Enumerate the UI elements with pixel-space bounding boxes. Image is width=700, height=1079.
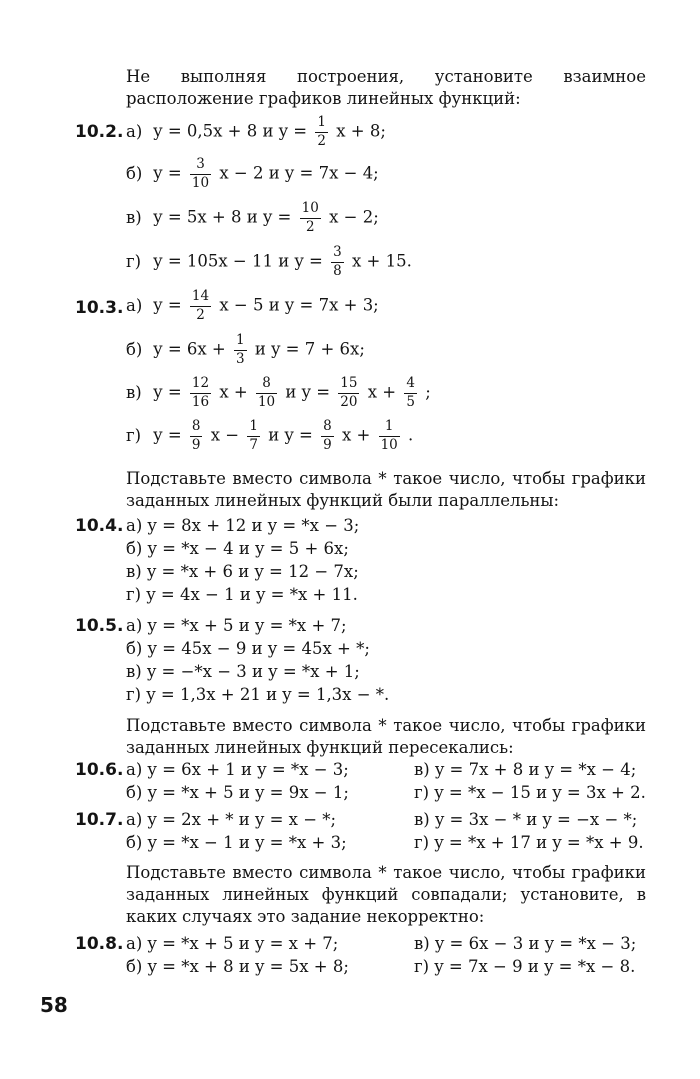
equation: а) y = *x + 5 и y = x + 7; [126, 934, 339, 953]
problem-10-3-b [0, 334, 700, 370]
equation: а) y = 8x + 12 и y = *x − 3; [126, 516, 360, 535]
fraction: $\frac{10}{2}$ [301, 200, 319, 235]
equation: г) y = *x − 15 и y = 3x + 2. [414, 783, 646, 802]
equation: в) y = 7x + 8 и y = *x − 4; [414, 760, 637, 779]
equation: а) y = 6x + 1 и y = *x − 3; [126, 760, 349, 779]
problem-10-3-a [0, 290, 700, 326]
problem-number: 10.8. [75, 934, 124, 954]
problem-number: 10.5. [75, 616, 124, 636]
fraction: $\frac{1}{10}$ [380, 418, 398, 453]
equation: б) y = 6x + $\frac{1}{3}$ и y = 7 + 6x; [126, 332, 365, 367]
fraction: $\frac{1}{7}$ [249, 418, 258, 453]
fraction: $\frac{8}{9}$ [191, 418, 201, 453]
fraction: $\frac{4}{5}$ [406, 375, 415, 410]
instruction-intersect: Подставьте вместо символа * такое число, чтобы графики заданных линейных функций пересекались: [126, 716, 646, 757]
equation: б) y = *x + 8 и y = 5x + 8; [126, 957, 349, 976]
equation: а) y = $\frac{14}{2}$ x − 5 и y = 7x + 3; [126, 288, 379, 323]
equation: г) y = 4x − 1 и y = *x + 11. [126, 585, 358, 604]
problem-10-3-c [0, 377, 700, 413]
equation: в) y = 6x − 3 и y = *x − 3; [414, 934, 637, 953]
problem-10-2-a [0, 116, 700, 150]
problem-number: 10.3. [75, 298, 124, 318]
equation: а) y = 0,5x + 8 и y = $\frac{1}{2}$ x + 8; [126, 114, 386, 149]
equation: б) y = *x + 5 и y = 9x − 1; [126, 783, 349, 802]
equation: в) y = $\frac{12}{16}$ x + $\frac{8}{10}$ и y = $\frac{15}{20}$ x + $\frac{4}{5}$ ; [126, 375, 431, 410]
problem-10-2-b [0, 158, 700, 194]
equation: г) y = 105x − 11 и y = $\frac{3}{8}$ x + 15. [126, 244, 412, 279]
problem-number: 10.4. [75, 516, 124, 536]
equation: в) y = 3x − * и y = −x − *; [414, 810, 638, 829]
instruction-coincide: Подставьте вместо символа * такое число, чтобы графики заданных линейных функций совпадали; установите, в каких случаях это задание некорректно: [126, 863, 646, 926]
fraction: $\frac{3}{10}$ [191, 156, 210, 191]
instruction-parallel: Подставьте вместо символа * такое число, чтобы графики заданных линейных функций были параллельны: [126, 469, 646, 510]
equation: б) y = 45x − 9 и y = 45x + *; [126, 639, 370, 658]
equation: б) y = *x − 4 и y = 5 + 6x; [126, 539, 349, 558]
fraction: $\frac{8}{10}$ [257, 375, 276, 410]
equation: г) y = $\frac{8}{9}$ x − $\frac{1}{7}$ и y = $\frac{8}{9}$ x + $\frac{1}{10}$ . [126, 418, 414, 453]
problem-number: 10.2. [75, 122, 124, 142]
equation: а) y = 2x + * и y = x − *; [126, 810, 337, 829]
fraction: $\frac{12}{16}$ [191, 375, 210, 410]
problem-10-2-c [0, 202, 700, 238]
fraction: $\frac{1}{3}$ [236, 332, 245, 367]
equation: г) y = 7x − 9 и y = *x − 8. [414, 957, 636, 976]
problem-number: 10.7. [75, 810, 124, 830]
fraction: $\frac{14}{2}$ [191, 288, 210, 323]
equation: в) y = −*x − 3 и y = *x + 1; [126, 662, 360, 681]
equation: г) y = *x + 17 и y = *x + 9. [414, 833, 644, 852]
equation: в) y = *x + 6 и y = 12 − 7x; [126, 562, 359, 581]
fraction: $\frac{3}{8}$ [333, 244, 342, 279]
problem-10-2-d [0, 246, 700, 282]
equation: г) y = 1,3x + 21 и y = 1,3x − *. [126, 685, 390, 704]
instruction-position: Не выполняя построения, установите взаимное расположение графиков линейных функций: [126, 67, 646, 108]
fraction: $\frac{15}{20}$ [340, 375, 358, 410]
problem-number: 10.6. [75, 760, 124, 780]
page-number: 58 [40, 993, 68, 1017]
problem-10-3-d [0, 420, 700, 456]
equation: б) y = *x − 1 и y = *x + 3; [126, 833, 347, 852]
equation: а) y = *x + 5 и y = *x + 7; [126, 616, 347, 635]
equation: в) y = 5x + 8 и y = $\frac{10}{2}$ x − 2; [126, 200, 379, 235]
equation: б) y = $\frac{3}{10}$ x − 2 и y = 7x − 4; [126, 156, 379, 191]
fraction: $\frac{1}{2}$ [317, 114, 326, 149]
fraction: $\frac{8}{9}$ [323, 418, 332, 453]
